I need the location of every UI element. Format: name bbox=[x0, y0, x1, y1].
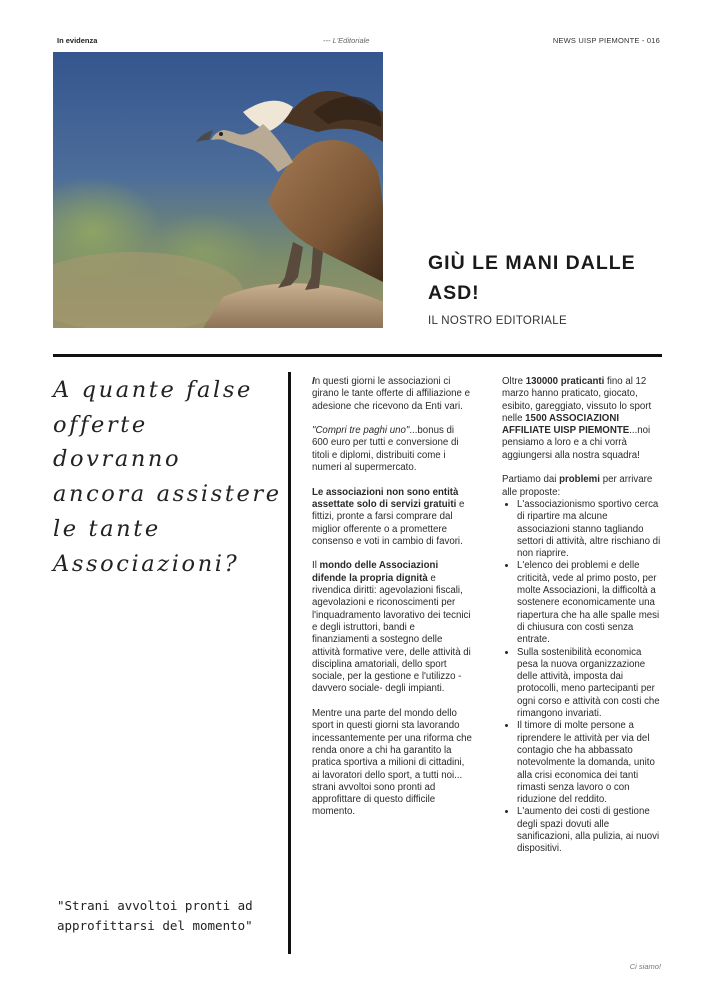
paragraph-text: n questi giorni le associazioni ci girano le tante offerte di affiliazione e adesione che ricevono da Enti vari. bbox=[312, 376, 470, 412]
article-subtitle: IL NOSTRO EDITORIALE bbox=[428, 315, 567, 327]
problem-list bbox=[502, 499, 662, 856]
paragraph-text: Oltre bbox=[502, 376, 526, 387]
editorial-label: --- L'Editoriale bbox=[323, 36, 370, 45]
paragraph bbox=[312, 708, 472, 819]
issue-label: NEWS UISP PIEMONTE - 016 bbox=[552, 36, 660, 45]
paragraph-text: e fittizi, pronte a farsi comprare dal miglior offerente o a promettere consenso e voti in cambio di favori. bbox=[312, 498, 465, 547]
article-title: GIÙ LE MANI DALLE ASD! bbox=[428, 252, 636, 304]
paragraph-bold: problemi bbox=[559, 474, 600, 486]
right-column bbox=[502, 376, 662, 856]
paragraph-bold: mondo delle Associazioni difende la propria dignità bbox=[312, 560, 439, 584]
list-item: • Il timore di molte persone a riprendere le attività per via del contagio che ha abbassato notevolmente la domanda, unito alla crisi economica dei tanti rimasti senza lavoro o con riduzione del reddito. bbox=[517, 720, 662, 806]
vertical-divider bbox=[288, 372, 291, 954]
paragraph-text: ...noi pensiamo a loro e a chi vorrà aggiungersi alla nostra squadra! bbox=[502, 425, 651, 461]
paragraph bbox=[502, 474, 662, 499]
paragraph-text: fino al 12 marzo hanno praticato, giocato, esibito, gareggiato, vissuto lo sport nelle bbox=[502, 376, 652, 424]
paragraph-bold: Le associazioni non sono entità assettate solo di servizi gratuiti bbox=[312, 486, 459, 510]
horizontal-divider bbox=[53, 354, 662, 357]
paragraph-text: Partiamo dai bbox=[502, 474, 560, 486]
list-item: • Sulla sostenibilità economica pesa la nuova organizzazione delle attività, imposta dai protocolli, meno partecipanti per ogni corso e attività con costi che rimangono invariati. bbox=[517, 647, 662, 721]
paragraph-text: Mentre una parte del mondo dello sport in questi giorni sta lavorando incessantemente per una riforma che renda onore a chi ha garantito la pratica sportiva a milioni di cittadini, ai lavoratori dello sport, a tutti noi... strani avvoltoi sono pronti ad approfittare di questo difficile momento. bbox=[312, 708, 472, 818]
footer-sign: Ci siamo! bbox=[629, 962, 661, 971]
list-item: • L'elenco dei problemi e delle criticità, vede al primo posto, per molte Associazioni, la difficoltà a sostenere economicamente una riapertura che ha alle spalle mesi di chiusura con costi senza entrate. bbox=[517, 560, 662, 646]
paragraph-italic: "Compri tre paghi uno" bbox=[312, 425, 410, 437]
paragraph bbox=[312, 425, 472, 474]
headline-quote: A quante false offerte dovranno ancora assistere le tante Associazioni? bbox=[53, 377, 282, 577]
paragraph-text: per arrivare alle proposte: bbox=[502, 474, 653, 498]
list-item: • L'associazionismo sportivo cerca di ripartire ma alcune associazioni stanno tagliando settori di attività, altre rischiano di non riaprire. bbox=[517, 499, 662, 560]
middle-column bbox=[312, 376, 472, 831]
section-label: In evidenza bbox=[57, 36, 98, 45]
paragraph-text: e rivendica diritti: agevolazioni fiscali, agevolazioni e riconoscimenti per l'inquadramento lavorativo dei tecnici e degli istruttori, bandi e finanziamenti a sostegno delle attività formative vere, delle attività di disciplina amatoriali, dello sport sociale, per la gestione e l'utilizzo -davvero sociale- degli impianti. bbox=[312, 572, 471, 695]
paragraph-text: Il bbox=[312, 560, 320, 572]
paragraph bbox=[312, 560, 472, 695]
paragraph-text: ...bonus di 600 euro per tutti e conversione di titoli e diplomi, distribuiti come i numeri al supermercato. bbox=[312, 425, 459, 474]
list-item: • L'aumento dei costi di gestione degli spazi dovuti alle sanificazioni, alla pulizia, ai nuovi dispositivi. bbox=[517, 806, 662, 855]
paragraph bbox=[312, 376, 472, 413]
paragraph bbox=[312, 487, 472, 548]
drop-letter: I bbox=[312, 376, 315, 387]
paragraph-bold: 1500 ASSOCIAZIONI AFFILIATE UISP PIEMONTE bbox=[502, 412, 630, 437]
pull-quote: "Strani avvoltoi pronti ad approfittarsi del momento" bbox=[57, 898, 253, 933]
paragraph bbox=[502, 376, 662, 462]
paragraph-bold: 130000 praticanti bbox=[525, 376, 605, 387]
vulture-photo bbox=[53, 52, 383, 328]
